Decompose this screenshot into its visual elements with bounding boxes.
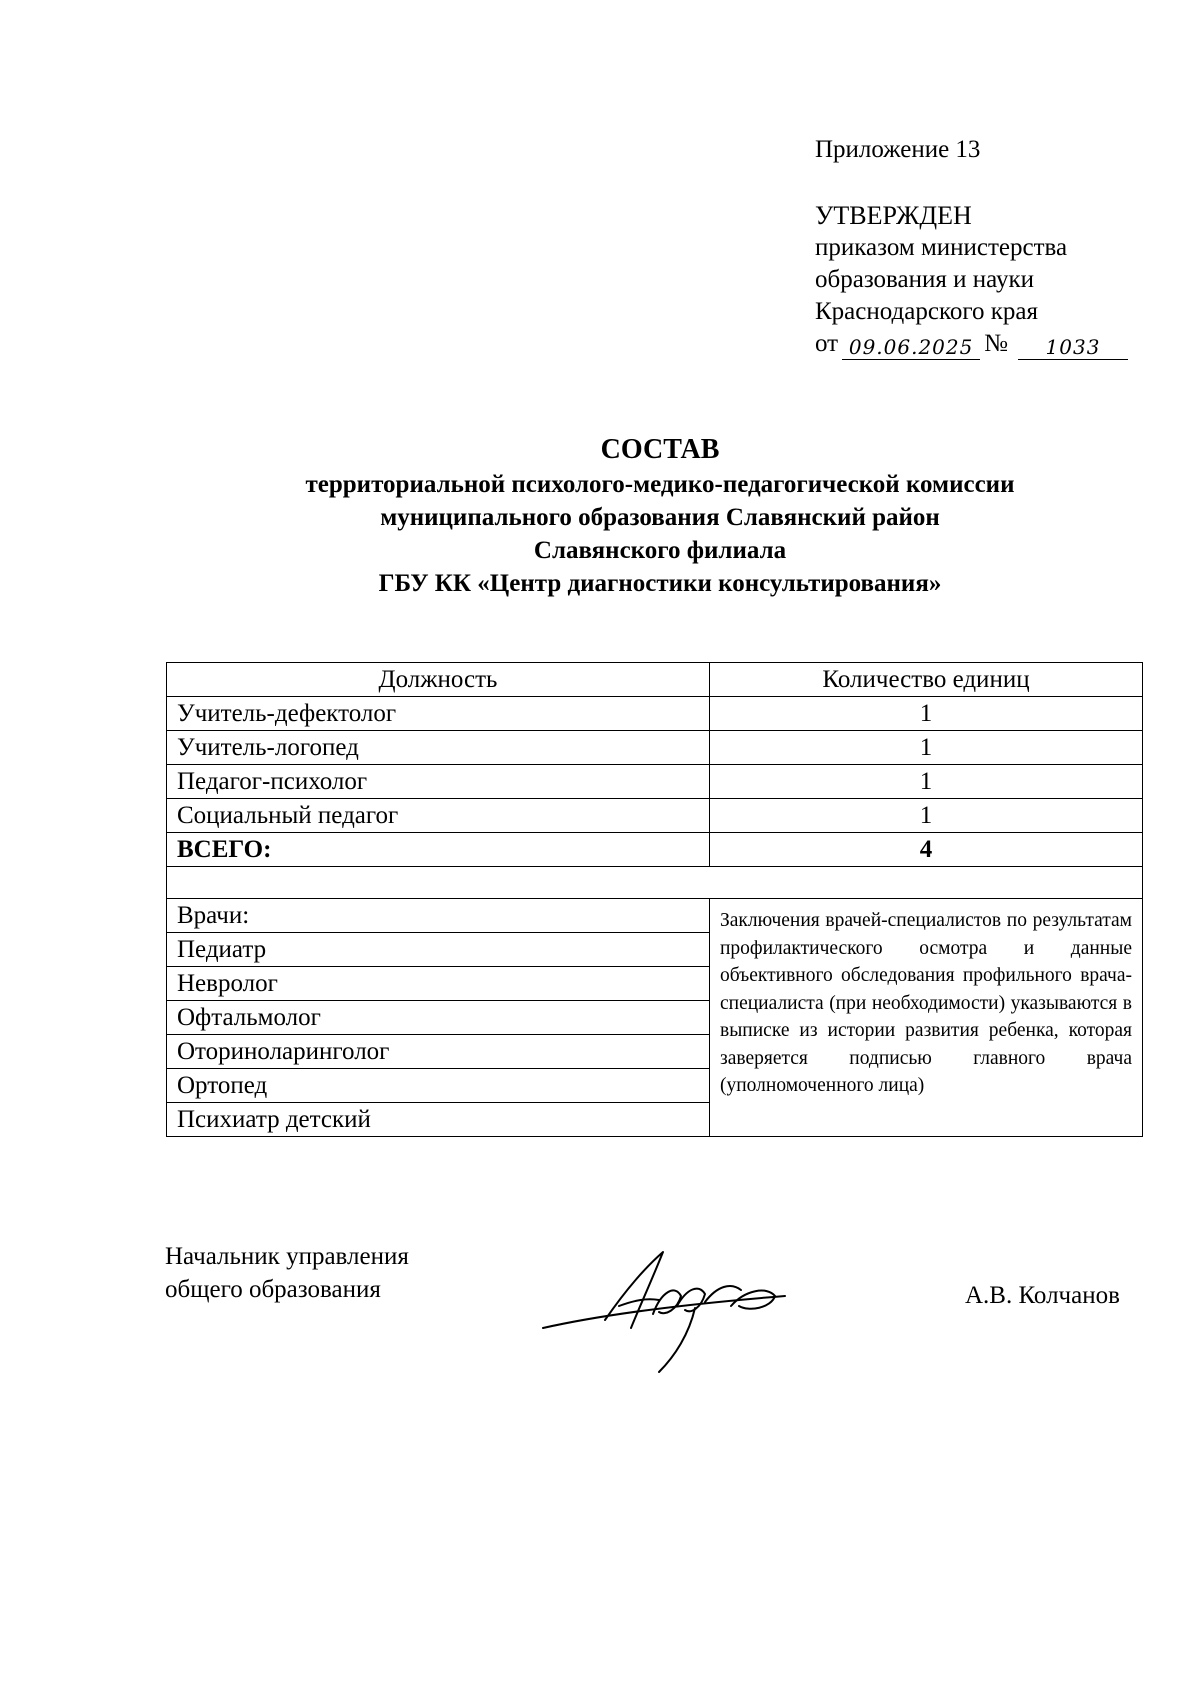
doctor-cell: Оториноларинголог [167, 1035, 710, 1069]
table-row [167, 799, 1143, 833]
doctor-cell: Ортопед [167, 1069, 710, 1103]
handwritten-signature [535, 1248, 815, 1378]
title-line: ГБУ КК «Центр диагностики консультирования» [378, 570, 942, 597]
header-count: Количество единиц [710, 663, 1143, 697]
doctor-cell: Психиатр детский [167, 1103, 710, 1137]
position-cell: Педагог-психолог [167, 765, 710, 799]
signatory-title [165, 1240, 409, 1306]
header-position: Должность [167, 663, 710, 697]
total-label: ВСЕГО: [167, 833, 710, 867]
position-cell: Учитель-дефектолог [167, 697, 710, 731]
approval-line: образования и науки [815, 266, 1034, 293]
doctors-note: Заключения врачей-специалистов по результатам профилактического осмотра и данные объективного обследования профильного врача-специалиста (при необходимости) указываются в выписке из истории развития ребенка, которая заверяется подписью главного врача (уполномоченного лица) [710, 899, 1143, 1137]
doctor-cell: Офтальмолог [167, 1001, 710, 1035]
total-count: 4 [710, 833, 1143, 867]
position-cell: Социальный педагог [167, 799, 710, 833]
order-date-line [815, 328, 1155, 360]
table-row [167, 697, 1143, 731]
document-title [160, 432, 1160, 600]
doctor-cell: Невролог [167, 967, 710, 1001]
count-cell: 1 [710, 799, 1143, 833]
total-row [167, 833, 1143, 867]
order-number: 1033 [1018, 335, 1128, 360]
signatory-title-line: общего образования [165, 1276, 381, 1303]
doctor-cell: Педиатр [167, 933, 710, 967]
approval-line: приказом министерства [815, 234, 1068, 261]
staff-table [166, 662, 1143, 1137]
approval-line: Краснодарского края [815, 298, 1038, 325]
table-row [167, 731, 1143, 765]
title-line: Славянского филиала [533, 537, 787, 564]
annex-label: Приложение 13 [815, 136, 981, 163]
doctors-label: Врачи: [167, 899, 710, 933]
title-line: муниципального образования Славянский район [380, 504, 940, 531]
signatory-name: А.В. Колчанов [965, 1282, 1120, 1309]
spacer-cell [167, 867, 1143, 899]
count-cell: 1 [710, 765, 1143, 799]
spacer-row [167, 867, 1143, 899]
table-row [167, 765, 1143, 799]
signatory-title-line: Начальник управления [165, 1243, 409, 1270]
approved-label: УТВЕРЖДЕН [815, 201, 972, 230]
title-line: территориальной психолого-медико-педагогической комиссии [305, 471, 1015, 498]
table-header-row [167, 663, 1143, 697]
count-cell: 1 [710, 697, 1143, 731]
doctors-row [167, 899, 1143, 933]
count-cell: 1 [710, 731, 1143, 765]
title-main: СОСТАВ [600, 434, 720, 465]
approval-block [815, 134, 1155, 360]
order-date: 09.06.2025 [842, 335, 980, 360]
date-prefix: от [815, 330, 839, 357]
position-cell: Учитель-логопед [167, 731, 710, 765]
number-prefix: № [984, 330, 1008, 357]
